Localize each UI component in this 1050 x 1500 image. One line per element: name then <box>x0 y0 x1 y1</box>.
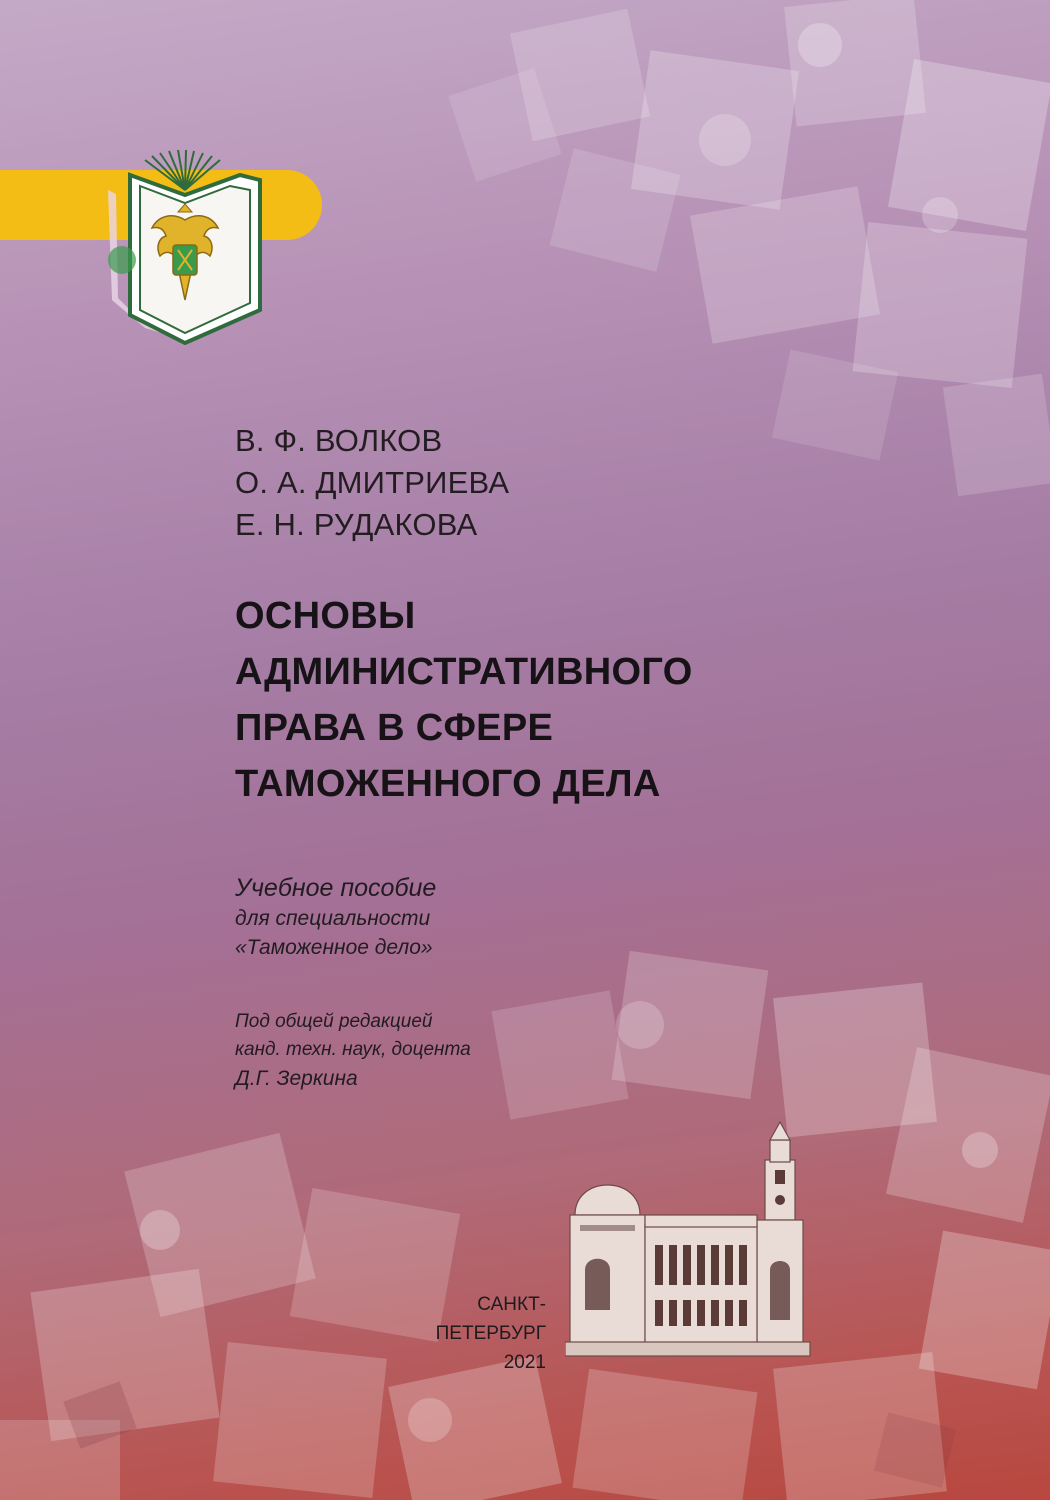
subtitle-line: Учебное пособие <box>235 874 437 902</box>
editor-name: Д.Г. Зеркина <box>235 1067 358 1090</box>
authors-block <box>235 420 509 546</box>
author-name: Е. Н. РУДАКОВА <box>235 507 478 542</box>
title-line: АДМИНИСТРАТИВНОГО <box>235 651 693 693</box>
publication-city: САНКТ-ПЕТЕРБУРГ <box>435 1294 546 1344</box>
customs-building-illustration <box>565 1120 835 1360</box>
title-line: ОСНОВЫ <box>235 595 416 637</box>
editor-block <box>235 1008 471 1094</box>
author-name: О. А. ДМИТРИЕВА <box>235 465 510 500</box>
book-subtitle <box>235 872 436 962</box>
author-name: В. Ф. ВОЛКОВ <box>235 423 443 458</box>
title-line: ТАМОЖЕННОГО ДЕЛА <box>235 763 661 805</box>
subtitle-line: «Таможенное дело» <box>235 936 433 959</box>
title-line: ПРАВА В СФЕРЕ <box>235 707 554 749</box>
imprint-block <box>370 1290 546 1377</box>
book-title <box>235 588 835 812</box>
publication-year: 2021 <box>503 1352 546 1373</box>
editor-line: Под общей редакцией <box>235 1011 433 1032</box>
subtitle-line: для специальности <box>235 907 431 930</box>
customs-academy-emblem-icon <box>100 150 270 345</box>
editor-line: канд. техн. наук, доцента <box>235 1039 471 1060</box>
